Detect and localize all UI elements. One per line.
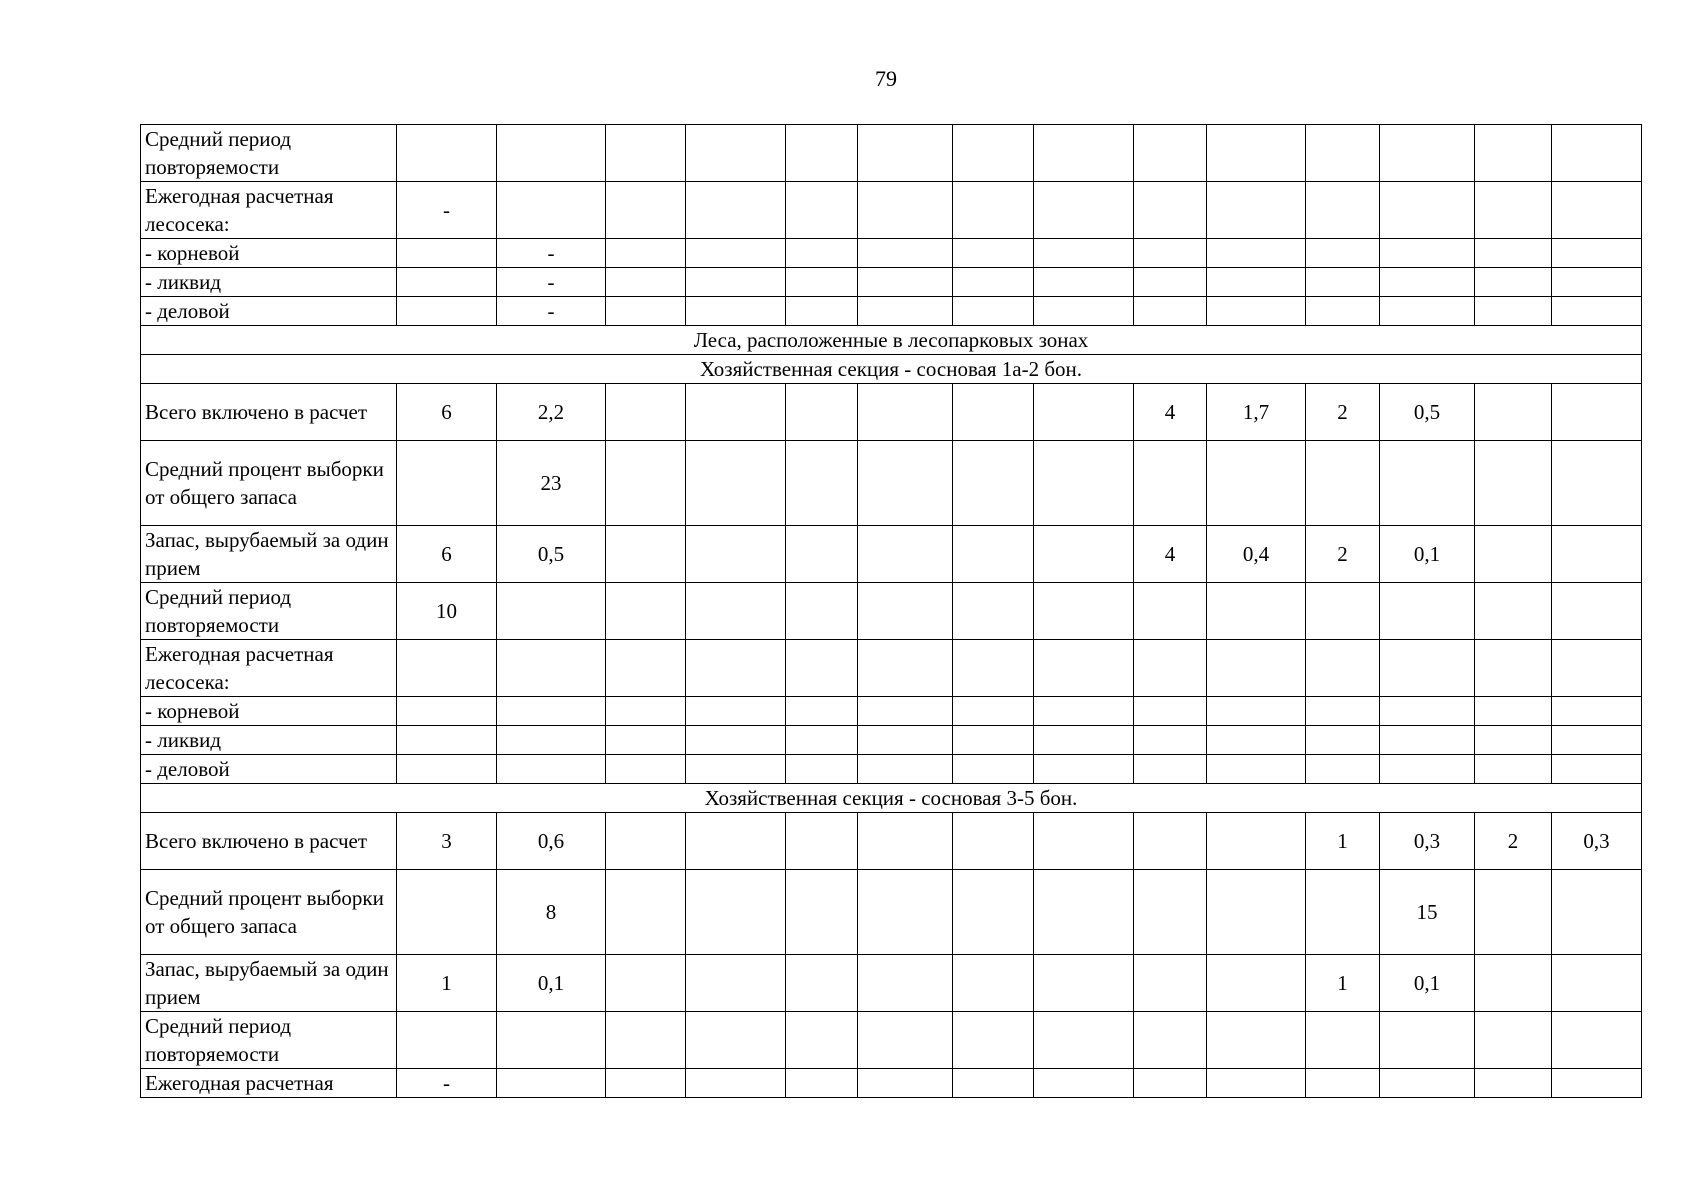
table-row	[141, 297, 1642, 326]
table-cell	[953, 755, 1034, 784]
table-cell	[1034, 441, 1134, 526]
table-cell	[1306, 1069, 1380, 1098]
table-cell	[1306, 297, 1380, 326]
table-cell	[1475, 640, 1552, 697]
table-row	[141, 870, 1642, 955]
table-cell	[1552, 697, 1642, 726]
table-cell	[606, 870, 686, 955]
table-cell	[953, 441, 1034, 526]
table-cell: 0,1	[497, 955, 606, 1012]
table-cell	[1552, 526, 1642, 583]
table-row	[141, 1012, 1642, 1069]
table-cell: 0,6	[497, 813, 606, 870]
table-cell	[858, 526, 953, 583]
table-cell	[1134, 640, 1207, 697]
table-cell	[786, 697, 858, 726]
table-cell: 0,3	[1380, 813, 1475, 870]
page-number: 79	[875, 66, 897, 91]
table-row	[141, 697, 1642, 726]
table-cell	[686, 726, 786, 755]
table-cell: -	[397, 1069, 497, 1098]
table-cell	[1380, 125, 1475, 182]
table-cell	[606, 583, 686, 640]
table-cell	[397, 870, 497, 955]
table-cell	[686, 955, 786, 1012]
table-cell	[497, 182, 606, 239]
table-cell	[858, 697, 953, 726]
table-cell	[1552, 726, 1642, 755]
table-cell	[1552, 870, 1642, 955]
table-cell	[1207, 583, 1306, 640]
row-label: Средний период повторяемости	[141, 125, 397, 182]
row-label: Ежегодная расчетная	[141, 1069, 397, 1098]
table-cell	[606, 1069, 686, 1098]
table-cell	[1380, 297, 1475, 326]
table-cell	[1134, 1012, 1207, 1069]
table-row	[141, 583, 1642, 640]
table-cell	[497, 583, 606, 640]
table-cell	[1034, 125, 1134, 182]
table-cell	[686, 1012, 786, 1069]
section-heading: Хозяйственная секция - сосновая 3-5 бон.	[141, 784, 1642, 813]
table-cell	[1306, 870, 1380, 955]
table-cell	[953, 384, 1034, 441]
row-label: Ежегодная расчетная лесосека:	[141, 640, 397, 697]
table-cell: 4	[1134, 384, 1207, 441]
table-cell	[1134, 813, 1207, 870]
section-row	[141, 355, 1642, 384]
table-cell	[1306, 182, 1380, 239]
table-cell	[1207, 1069, 1306, 1098]
table-cell	[1034, 726, 1134, 755]
table-cell	[686, 239, 786, 268]
table-cell	[497, 640, 606, 697]
table-row	[141, 441, 1642, 526]
table-cell	[606, 384, 686, 441]
table-cell	[1134, 297, 1207, 326]
table-cell	[1207, 726, 1306, 755]
table-cell	[786, 870, 858, 955]
table-cell	[1134, 239, 1207, 268]
table-cell	[1034, 870, 1134, 955]
table-cell	[953, 268, 1034, 297]
table-cell	[606, 755, 686, 784]
table-cell	[1207, 813, 1306, 870]
table-cell	[1134, 268, 1207, 297]
table-cell	[786, 640, 858, 697]
table-cell	[606, 955, 686, 1012]
table-cell	[397, 239, 497, 268]
table-cell	[1306, 640, 1380, 697]
table-cell: 3	[397, 813, 497, 870]
table-cell	[606, 239, 686, 268]
table-cell	[953, 870, 1034, 955]
table-cell	[397, 640, 497, 697]
table-cell: 15	[1380, 870, 1475, 955]
table-cell: 6	[397, 384, 497, 441]
table-cell: 0,4	[1207, 526, 1306, 583]
row-label: - деловой	[141, 297, 397, 326]
table-cell	[953, 1069, 1034, 1098]
table-cell	[686, 182, 786, 239]
table-cell: 0,5	[497, 526, 606, 583]
table-row	[141, 640, 1642, 697]
table-cell	[1034, 182, 1134, 239]
table-cell	[786, 526, 858, 583]
table-cell	[1552, 1069, 1642, 1098]
table-cell: 0,3	[1552, 813, 1642, 870]
row-label: - корневой	[141, 697, 397, 726]
table-cell	[397, 268, 497, 297]
table-cell	[953, 125, 1034, 182]
table-cell	[858, 441, 953, 526]
table-cell: 0,5	[1380, 384, 1475, 441]
table-cell	[606, 697, 686, 726]
table-cell	[953, 955, 1034, 1012]
table-cell	[1475, 384, 1552, 441]
table-cell	[686, 870, 786, 955]
table-cell: 2	[1475, 813, 1552, 870]
table-cell	[858, 870, 953, 955]
table-cell: 1	[1306, 813, 1380, 870]
table-cell	[1207, 755, 1306, 784]
table-cell	[1207, 955, 1306, 1012]
table-cell	[686, 526, 786, 583]
table-cell	[1380, 1012, 1475, 1069]
table-cell	[858, 268, 953, 297]
table-row	[141, 125, 1642, 182]
table-cell	[1380, 726, 1475, 755]
table-cell	[953, 697, 1034, 726]
section-heading: Леса, расположенные в лесопарковых зонах	[141, 326, 1642, 355]
table-row	[141, 384, 1642, 441]
table-cell	[858, 1012, 953, 1069]
table-cell	[786, 182, 858, 239]
table-cell: 6	[397, 526, 497, 583]
table-cell	[1207, 697, 1306, 726]
table-cell	[497, 697, 606, 726]
table-row	[141, 813, 1642, 870]
table-cell	[1306, 1012, 1380, 1069]
table-cell	[953, 583, 1034, 640]
table-cell	[1034, 640, 1134, 697]
table-cell	[497, 1069, 606, 1098]
table-cell	[786, 239, 858, 268]
table-cell	[1475, 583, 1552, 640]
table-cell	[1306, 726, 1380, 755]
table-cell: 2	[1306, 526, 1380, 583]
forest-table	[140, 124, 1642, 1098]
row-label: Запас, вырубаемый за один прием	[141, 955, 397, 1012]
row-label: - корневой	[141, 239, 397, 268]
table-cell	[1207, 640, 1306, 697]
table-cell	[786, 955, 858, 1012]
table-cell	[1306, 268, 1380, 297]
table-cell	[1380, 182, 1475, 239]
table-cell	[1207, 441, 1306, 526]
table-cell	[1306, 125, 1380, 182]
table-cell	[1380, 697, 1475, 726]
table-cell: 1	[397, 955, 497, 1012]
table-cell: 2	[1306, 384, 1380, 441]
table-cell	[686, 297, 786, 326]
table-cell	[1207, 1012, 1306, 1069]
table-cell	[953, 297, 1034, 326]
table-cell: 2,2	[497, 384, 606, 441]
table-cell	[1034, 297, 1134, 326]
table-cell	[1134, 697, 1207, 726]
table-cell: -	[397, 182, 497, 239]
table-cell	[786, 755, 858, 784]
table-cell	[953, 1012, 1034, 1069]
table-cell: 1,7	[1207, 384, 1306, 441]
table-cell	[397, 755, 497, 784]
table-cell	[786, 125, 858, 182]
table-cell	[397, 441, 497, 526]
table-cell	[1380, 239, 1475, 268]
table-cell	[786, 1069, 858, 1098]
table-cell	[1552, 755, 1642, 784]
table-cell	[1552, 297, 1642, 326]
table-cell	[497, 125, 606, 182]
table-cell	[858, 297, 953, 326]
table-cell	[606, 441, 686, 526]
table-cell	[1207, 870, 1306, 955]
row-label: Всего включено в расчет	[141, 384, 397, 441]
table-cell	[858, 813, 953, 870]
table-cell	[686, 755, 786, 784]
table-cell	[1034, 526, 1134, 583]
table-cell	[1034, 268, 1134, 297]
table-cell	[606, 726, 686, 755]
table-cell	[1475, 182, 1552, 239]
section-heading: Хозяйственная секция - сосновая 1а-2 бон.	[141, 355, 1642, 384]
table-cell	[953, 813, 1034, 870]
table-cell: 8	[497, 870, 606, 955]
table-cell	[1475, 870, 1552, 955]
table-cell	[397, 726, 497, 755]
table-cell	[953, 726, 1034, 755]
table-cell	[1475, 239, 1552, 268]
table-cell	[1034, 813, 1134, 870]
table-cell	[1552, 239, 1642, 268]
table-cell	[858, 583, 953, 640]
table-cell	[1552, 955, 1642, 1012]
table-cell	[397, 125, 497, 182]
table-cell	[1380, 268, 1475, 297]
table-cell: -	[497, 268, 606, 297]
table-cell: 0,1	[1380, 526, 1475, 583]
table-cell	[1552, 125, 1642, 182]
table-cell	[1475, 697, 1552, 726]
row-label: - ликвид	[141, 726, 397, 755]
table-cell	[606, 268, 686, 297]
table-cell	[1134, 182, 1207, 239]
table-cell	[1552, 583, 1642, 640]
row-label: Средний процент выборки от общего запаса	[141, 870, 397, 955]
table-cell	[1306, 755, 1380, 784]
table-cell: 23	[497, 441, 606, 526]
table-cell	[786, 583, 858, 640]
table-cell	[606, 125, 686, 182]
table-cell	[1034, 239, 1134, 268]
table-cell	[1475, 125, 1552, 182]
table-row	[141, 726, 1642, 755]
table-cell	[858, 955, 953, 1012]
table-cell	[397, 1012, 497, 1069]
table-cell: -	[497, 239, 606, 268]
table-cell	[1552, 384, 1642, 441]
table-cell	[1306, 239, 1380, 268]
table-cell	[1134, 870, 1207, 955]
table-cell	[1552, 268, 1642, 297]
table-cell	[953, 526, 1034, 583]
table-cell	[1207, 297, 1306, 326]
table-cell	[858, 384, 953, 441]
table-cell	[1207, 268, 1306, 297]
table-cell	[786, 297, 858, 326]
table-body	[141, 125, 1642, 1098]
table-cell	[1034, 1012, 1134, 1069]
table-cell	[686, 583, 786, 640]
table-cell	[786, 1012, 858, 1069]
table-cell	[1380, 755, 1475, 784]
table-cell	[858, 182, 953, 239]
table-cell	[497, 1012, 606, 1069]
table-cell	[1034, 583, 1134, 640]
table-cell	[1034, 384, 1134, 441]
table-cell	[1475, 268, 1552, 297]
table-cell: 10	[397, 583, 497, 640]
table-row	[141, 755, 1642, 784]
table-cell	[1475, 441, 1552, 526]
table-cell	[1134, 726, 1207, 755]
table-cell	[1475, 1069, 1552, 1098]
table-cell	[1552, 182, 1642, 239]
row-label: Средний период повторяемости	[141, 1012, 397, 1069]
table-cell	[786, 441, 858, 526]
table-cell	[1034, 1069, 1134, 1098]
section-row	[141, 784, 1642, 813]
table-cell	[497, 755, 606, 784]
table-cell	[1475, 526, 1552, 583]
table-cell	[1380, 583, 1475, 640]
table-cell	[1034, 955, 1134, 1012]
table-cell	[1134, 1069, 1207, 1098]
table-cell	[953, 640, 1034, 697]
table-row	[141, 239, 1642, 268]
table-cell	[686, 441, 786, 526]
table-cell	[606, 182, 686, 239]
table-cell	[1552, 441, 1642, 526]
table-row	[141, 955, 1642, 1012]
table-cell	[1134, 583, 1207, 640]
row-label: Средний процент выборки от общего запаса	[141, 441, 397, 526]
table-cell	[1552, 640, 1642, 697]
table-cell	[786, 813, 858, 870]
table-cell	[786, 726, 858, 755]
table-cell	[1380, 1069, 1475, 1098]
table-cell	[1475, 755, 1552, 784]
table-cell	[858, 755, 953, 784]
table-cell	[686, 125, 786, 182]
table-cell	[397, 697, 497, 726]
table-cell	[606, 813, 686, 870]
table-cell: 1	[1306, 955, 1380, 1012]
table-row	[141, 182, 1642, 239]
table-cell	[786, 384, 858, 441]
row-label: - ликвид	[141, 268, 397, 297]
table-cell	[1306, 583, 1380, 640]
table-cell	[858, 125, 953, 182]
section-row	[141, 326, 1642, 355]
table-cell	[953, 239, 1034, 268]
table-cell	[497, 726, 606, 755]
table-row	[141, 268, 1642, 297]
table-cell	[686, 268, 786, 297]
table-cell: 0,1	[1380, 955, 1475, 1012]
table-row	[141, 1069, 1642, 1098]
table-cell	[953, 182, 1034, 239]
table-cell	[1552, 1012, 1642, 1069]
table-cell	[686, 640, 786, 697]
table-cell	[858, 239, 953, 268]
row-label: - деловой	[141, 755, 397, 784]
row-label: Ежегодная расчетная лесосека:	[141, 182, 397, 239]
table-cell	[606, 297, 686, 326]
table-cell	[606, 640, 686, 697]
table-cell	[1207, 125, 1306, 182]
table-row	[141, 526, 1642, 583]
table-cell: 4	[1134, 526, 1207, 583]
table-cell	[1134, 125, 1207, 182]
table-cell	[1306, 697, 1380, 726]
table-cell	[1380, 640, 1475, 697]
table-cell	[1207, 182, 1306, 239]
table-cell	[1475, 955, 1552, 1012]
table-cell	[686, 384, 786, 441]
table-cell	[858, 1069, 953, 1098]
table-cell	[1134, 441, 1207, 526]
table-cell	[1475, 726, 1552, 755]
table-cell	[1475, 297, 1552, 326]
row-label: Всего включено в расчет	[141, 813, 397, 870]
table-cell	[1034, 755, 1134, 784]
table-cell	[858, 640, 953, 697]
row-label: Запас, вырубаемый за один прием	[141, 526, 397, 583]
table-cell	[1134, 755, 1207, 784]
table-cell	[686, 697, 786, 726]
table-cell	[1380, 441, 1475, 526]
table-cell	[786, 268, 858, 297]
table-cell	[686, 1069, 786, 1098]
table-cell	[397, 297, 497, 326]
table-cell	[858, 726, 953, 755]
row-label: Средний период повторяемости	[141, 583, 397, 640]
table-cell	[1475, 1012, 1552, 1069]
table-cell	[1134, 955, 1207, 1012]
table-cell: -	[497, 297, 606, 326]
table-cell	[1306, 441, 1380, 526]
table-cell	[1034, 697, 1134, 726]
table-cell	[606, 526, 686, 583]
table-cell	[1207, 239, 1306, 268]
table-cell	[686, 813, 786, 870]
table-cell	[606, 1012, 686, 1069]
